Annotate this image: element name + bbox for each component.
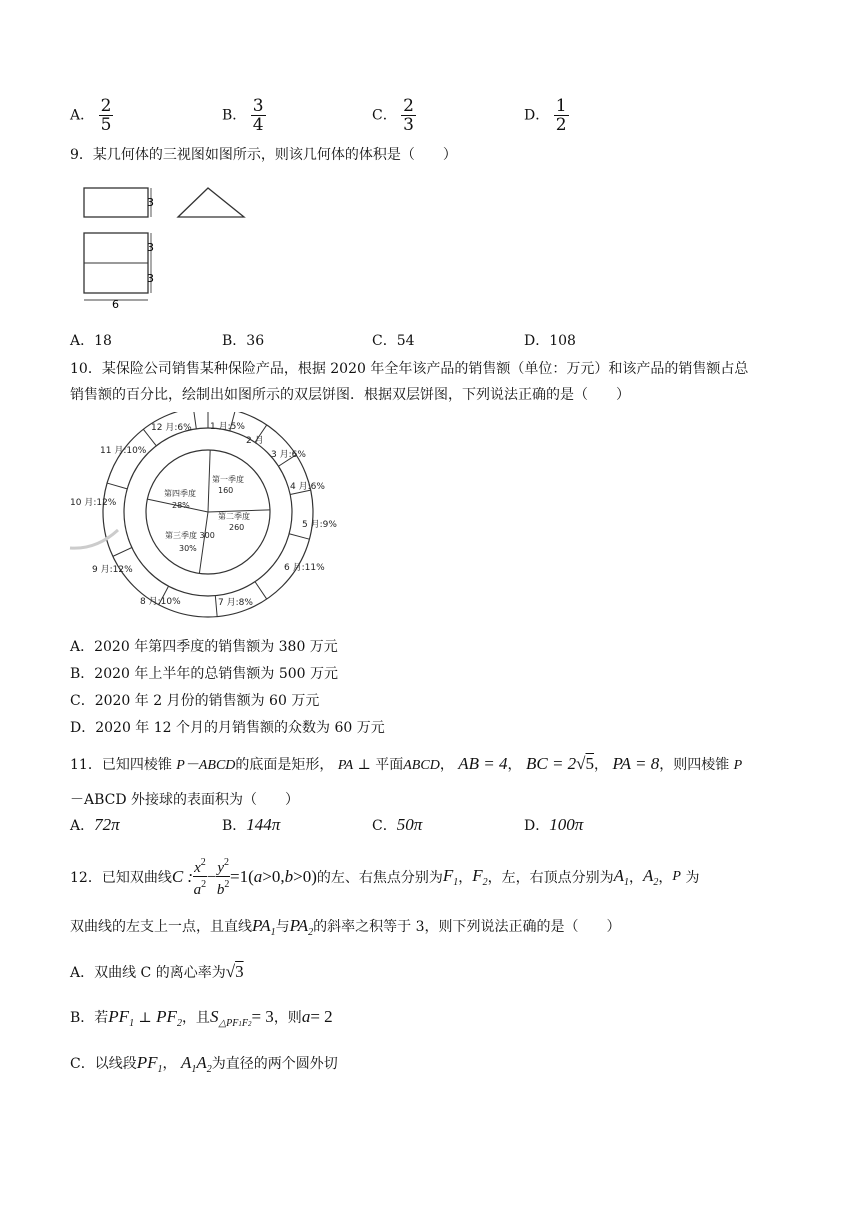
- label-m6: 6 月:11%: [284, 563, 325, 573]
- quarter-divider: [199, 512, 208, 573]
- side-view: [178, 188, 244, 217]
- label-q2-value: 260: [229, 523, 245, 532]
- fraction: $\frac{x^2}{a^2}$: [193, 857, 207, 898]
- fraction: $\frac{2}{3}$: [403, 96, 414, 135]
- q9-option-a: A．18: [70, 333, 112, 349]
- q10-option-a: A．2020 年第四季度的销售额为 380 万元: [70, 639, 338, 655]
- label-m1: 1 月:5%: [210, 422, 245, 432]
- q10-option-d: D．2020 年 12 个月的月销售额的众数为 60 万元: [70, 720, 385, 736]
- label-m9: 9 月:12%: [92, 565, 133, 575]
- q12-option-a: A．双曲线 C 的离心率为√3: [70, 962, 244, 981]
- fraction: $\frac{2}{5}$: [100, 96, 112, 135]
- pie-geometry: [103, 412, 313, 617]
- dim-mid1: 3: [147, 241, 154, 254]
- q9-stem: 9．某几何体的三视图如图所示，则该几何体的体积是（ ）: [70, 147, 457, 163]
- q9-option-b: B．36: [222, 333, 265, 349]
- q12-option-b: B．若$PF_1$ ⊥ $PF_2$，且$S_{\triangle PF1F2}= 3$，则a= 2: [70, 1007, 333, 1029]
- q11-option-d: D．100π: [524, 815, 584, 834]
- label-m12: 12 月:6%: [151, 423, 192, 433]
- q10-stem-line1: 10．某保险公司销售某种保险产品，根据 2020 年全年该产品的销售额（单位：万元）和该产品的销售额占总: [70, 361, 749, 377]
- label-q3-name: 第三季度 300: [165, 531, 215, 540]
- q12-option-c: C．以线段$PF_1$， $A_1A_2$为直径的两个圆外切: [70, 1053, 338, 1075]
- label-m5: 5 月:9%: [302, 520, 337, 530]
- q11-stem-line2: －ABCD 外接球的表面积为（ ）: [70, 792, 300, 808]
- q10-stem-line2: 销售额的百分比，绘制出如图所示的双层饼图．根据双层饼图，下列说法正确的是（ ）: [70, 387, 630, 403]
- dim-mid2: 3: [147, 272, 154, 285]
- fraction: $\frac{y^2}{b^2}$: [216, 857, 230, 898]
- scan-artifact: [70, 530, 118, 548]
- fraction: $\frac{3}{4}$: [252, 96, 264, 135]
- label-q1-name: 第一季度: [212, 475, 244, 484]
- q8-option-d: D． $\frac{1}{2}$: [524, 96, 567, 135]
- month-divider: [255, 582, 267, 599]
- q8-option-b: B． $\frac{3}{4}$: [222, 96, 264, 135]
- label-q4-name: 第四季度: [164, 489, 196, 498]
- q10-option-b: B．2020 年上半年的总销售额为 500 万元: [70, 666, 338, 682]
- q12-stem-line2: 双曲线的左支上一点，且直线$PA_1$与$PA_2$的斜率之积等于 3，则下列说法正确的是（ ）: [70, 916, 621, 938]
- q11-stem-line1: 11．已知四棱锥 P－ABCD的底面是矩形， PA ⊥ 平面ABCD， AB = 4， BC = 2√5， PA = 8，则四棱锥 P: [70, 754, 743, 773]
- label-m10: 10 月:12%: [70, 498, 117, 508]
- q11-option-c: C．50π: [372, 815, 423, 834]
- three-view-diagram: [78, 176, 258, 316]
- dim-bottom: 6: [112, 298, 119, 311]
- label-m2: 2 月: [246, 436, 264, 446]
- month-divider: [289, 534, 309, 539]
- q12-stem-line1: 12．已知双曲线 C : $\frac{x^2}{a^2}$ − $\frac{y^2}{b^2}$ =1(a>0,b>0) 的左、右焦点分别为 $F_1$ ， $F_2$ ，左，右顶点分别为 $A_1$ ， $A_2$ ， P 为: [70, 857, 700, 898]
- quarter-divider: [208, 450, 210, 512]
- label-q1-value: 160: [218, 486, 234, 495]
- q9-option-d: D．108: [524, 333, 576, 349]
- label-m7: 7 月:8%: [218, 598, 253, 608]
- label-m3: 3 月:6%: [271, 450, 306, 460]
- label-m8: 8 月:10%: [140, 597, 181, 607]
- month-divider: [215, 596, 217, 617]
- q11-option-b: B．144π: [222, 815, 281, 834]
- q8-option-a: A． $\frac{2}{5}$: [70, 96, 112, 135]
- label-m4: 4 月:6%: [290, 482, 325, 492]
- q11-option-a: A．72π: [70, 815, 120, 834]
- double-pie-chart: [66, 412, 356, 620]
- q10-option-c: C．2020 年 2 月份的销售额为 60 万元: [70, 693, 320, 709]
- month-divider: [107, 483, 127, 489]
- label-m11: 11 月:10%: [100, 446, 147, 456]
- front-view: [84, 188, 148, 217]
- month-divider: [193, 412, 196, 429]
- fraction: $\frac{1}{2}$: [555, 96, 567, 135]
- label-q3-pct: 30%: [179, 544, 197, 553]
- month-divider: [113, 547, 132, 556]
- dim-top: 3: [147, 196, 154, 209]
- label-q4-pct: 28%: [172, 501, 190, 510]
- label-q2-name: 第二季度: [218, 512, 250, 521]
- q9-option-c: C．54: [372, 333, 415, 349]
- q8-option-c: C． $\frac{2}{3}$: [372, 96, 414, 135]
